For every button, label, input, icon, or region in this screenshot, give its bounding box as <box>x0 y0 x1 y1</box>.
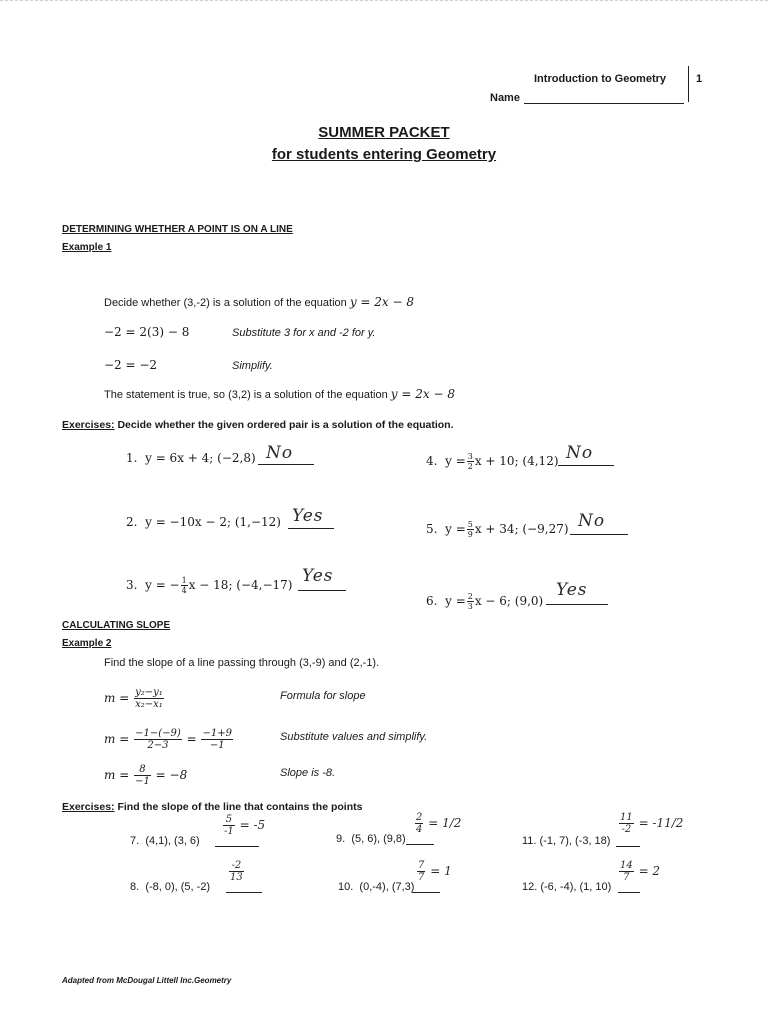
fraction-denominator: 4 <box>181 586 187 595</box>
handwritten-answer-2: Yes <box>292 506 324 526</box>
exercises1-text: Decide whether the given ordered pair is a solution of the equation. <box>114 419 454 431</box>
exercise-number: 11. <box>522 835 537 847</box>
answer-line-4[interactable] <box>558 465 614 466</box>
exercises2-text: Find the slope of the line that contains the points <box>114 801 363 813</box>
title-line-2: for students entering Geometry <box>271 146 497 163</box>
handwritten-fraction <box>415 812 423 835</box>
example1-conclusion-text: The statement is true, so (3,2) is a solution of the equation <box>104 389 388 401</box>
example1-label: Example 1 <box>62 242 112 253</box>
fraction-denominator: 7 <box>418 872 425 883</box>
section2-heading: CALCULATING SLOPE <box>62 620 171 631</box>
handwritten-answer-4: No <box>566 443 594 463</box>
fraction-denominator: −1 <box>135 776 150 787</box>
example1-step2-math: −2 = −2 <box>104 358 158 372</box>
name-field-line[interactable] <box>524 103 684 104</box>
fraction <box>467 520 474 539</box>
answer-line-6[interactable] <box>546 604 608 605</box>
fraction-numerator: -2 <box>229 860 244 872</box>
handwritten-answer-9 <box>414 812 461 835</box>
exercise-number: 5. <box>426 522 438 536</box>
handwritten-result: = 2 <box>638 864 661 878</box>
exercise-equation-rhs: x + 10; (4,12) <box>474 454 559 468</box>
example1-conclusion <box>104 387 455 401</box>
fraction <box>181 576 188 595</box>
answer-line-2[interactable] <box>288 528 334 529</box>
fraction-denominator: 7 <box>623 872 630 883</box>
example1-prompt <box>104 295 414 309</box>
handwritten-fraction <box>619 860 634 883</box>
example1-step2-note: Simplify. <box>232 360 273 372</box>
fraction-denominator: 9 <box>467 530 473 539</box>
fraction-numerator: y₂−y₁ <box>135 687 163 698</box>
exercise-number: 8. <box>130 881 140 893</box>
exercise-equation-lhs: y = <box>445 594 466 608</box>
slope-step-1-note: Formula for slope <box>280 690 366 702</box>
exercise-equation-rhs: x + 34; (−9,27) <box>474 522 569 536</box>
exercises1-label: Exercises: <box>62 419 115 431</box>
handwritten-fraction <box>223 814 235 837</box>
exercise-7 <box>130 835 200 847</box>
substitution-fraction <box>134 728 182 751</box>
exercise-number: 7. <box>130 835 140 847</box>
fraction-denominator: −1 <box>209 740 225 751</box>
exercise-number: 1. <box>126 451 138 465</box>
slope-lhs: m = <box>104 691 130 705</box>
answer-line-5[interactable] <box>570 534 628 535</box>
slope-formula-fraction <box>134 687 164 710</box>
scan-edge-line <box>0 0 768 1</box>
exercise-equation-rhs: x − 18; (−4,−17) <box>188 578 293 592</box>
fraction-numerator: 7 <box>418 860 425 871</box>
exercise-equation-lhs: y = − <box>145 578 180 592</box>
exercise-5 <box>426 520 569 539</box>
handwritten-answer-7 <box>222 814 265 837</box>
slope-step-2 <box>104 728 234 751</box>
fraction-numerator: 2 <box>416 812 423 823</box>
answer-line-9[interactable] <box>406 844 434 845</box>
handwritten-answer-1: No <box>266 443 294 463</box>
slope-step-3 <box>104 764 187 787</box>
fraction-numerator: 5 <box>223 814 235 826</box>
title-line-1: SUMMER PACKET <box>318 124 450 141</box>
example2-prompt: Find the slope of a line passing through (3,-9) and (2,-1). <box>104 657 380 669</box>
handwritten-answer-3: Yes <box>302 566 334 586</box>
fraction-denominator: 13 <box>230 872 243 883</box>
answer-line-12[interactable] <box>618 892 640 893</box>
handwritten-answer-5: No <box>578 511 606 531</box>
handwritten-result: = -11/2 <box>638 816 684 830</box>
simplified-fraction <box>201 728 232 751</box>
exercise-equation: y = 6x + 4; (−2,8) <box>145 451 256 465</box>
exercise-points: (-1, 7), (-3, 18) <box>539 835 611 847</box>
fraction-denominator: x₂−x₁ <box>135 699 163 710</box>
answer-line-11[interactable] <box>616 846 640 847</box>
exercise-10 <box>338 881 414 893</box>
slope-result: = −8 <box>155 768 188 782</box>
exercise-points: (4,1), (3, 6) <box>145 835 200 847</box>
result-fraction <box>134 764 151 787</box>
exercises2-label: Exercises: <box>62 801 115 813</box>
handwritten-answer-10 <box>416 860 452 883</box>
exercise-equation-lhs: y = <box>445 454 466 468</box>
footer-credit: Adapted from McDougal Littell Inc.Geometry <box>62 976 232 985</box>
exercise-number: 10. <box>338 881 354 893</box>
handwritten-result: = 1 <box>430 864 452 878</box>
fraction-denominator: -2 <box>621 824 632 835</box>
fraction-numerator: 11 <box>620 812 633 823</box>
fraction-numerator: −1−(−9) <box>135 728 181 739</box>
answer-line-7[interactable] <box>215 846 259 847</box>
exercise-2 <box>126 515 281 529</box>
fraction <box>467 452 474 471</box>
slope-step-2-note: Substitute values and simplify. <box>280 731 428 743</box>
exercise-3 <box>126 576 293 595</box>
header-divider <box>688 66 689 102</box>
slope-step-1 <box>104 687 165 710</box>
fraction-denominator: 4 <box>416 824 423 835</box>
slope-step-3-note: Slope is -8. <box>280 767 336 779</box>
fraction-denominator: 3 <box>467 602 473 611</box>
answer-line-1[interactable] <box>258 464 314 465</box>
exercise-number: 4. <box>426 454 438 468</box>
handwritten-answer-8 <box>228 860 245 883</box>
exercise-number: 2. <box>126 515 138 529</box>
handwritten-fraction <box>619 812 634 835</box>
equals-sign: = <box>186 732 197 746</box>
slope-lhs: m = <box>104 768 130 782</box>
exercise-6 <box>426 592 543 611</box>
fraction-numerator: 14 <box>620 860 633 871</box>
exercise-equation-lhs: y = <box>445 522 466 536</box>
fraction-numerator: 1 <box>181 576 187 585</box>
exercise-number: 12. <box>522 881 538 893</box>
handwritten-answer-11 <box>618 812 683 835</box>
exercise-4 <box>426 452 559 471</box>
answer-line-10[interactable] <box>412 892 440 893</box>
page-number: 1 <box>696 73 703 85</box>
exercise-12 <box>522 881 611 893</box>
exercises1-instructions <box>62 419 454 431</box>
exercise-8 <box>130 881 210 893</box>
fraction-numerator: 3 <box>467 452 473 461</box>
fraction <box>467 592 474 611</box>
fraction-denominator: 2 <box>467 462 473 471</box>
example1-equation: y = 2x − 8 <box>349 295 415 309</box>
fraction-numerator: −1+9 <box>202 728 232 739</box>
exercise-number: 6. <box>426 594 438 608</box>
handwritten-fraction <box>417 860 425 883</box>
exercise-number: 3. <box>126 578 138 592</box>
exercise-11 <box>522 835 610 847</box>
slope-lhs: m = <box>104 732 130 746</box>
answer-line-8[interactable] <box>226 892 262 893</box>
exercise-9 <box>336 833 406 845</box>
handwritten-answer-6: Yes <box>556 580 588 600</box>
exercise-points: (-6, -4), (1, 10) <box>540 881 612 893</box>
handwritten-result: = 1/2 <box>428 816 462 830</box>
example1-prompt-text: Decide whether (3,-2) is a solution of the equation <box>104 297 347 309</box>
fraction-numerator: 5 <box>467 520 473 529</box>
example1-step1-math: −2 = 2(3) − 8 <box>104 325 190 339</box>
exercise-number: 9. <box>336 833 346 845</box>
course-title: Introduction to Geometry <box>534 73 666 85</box>
exercise-points: (-8, 0), (5, -2) <box>145 881 211 893</box>
example2-label: Example 2 <box>62 638 112 649</box>
name-label: Name <box>490 92 520 104</box>
fraction-denominator: -1 <box>224 826 234 837</box>
exercise-equation-rhs: x − 6; (9,0) <box>474 594 544 608</box>
handwritten-answer-12 <box>618 860 660 883</box>
exercise-points: (0,-4), (7,3) <box>359 881 415 893</box>
answer-line-3[interactable] <box>298 590 346 591</box>
section1-heading: DETERMINING WHETHER A POINT IS ON A LINE <box>62 224 293 235</box>
handwritten-fraction <box>229 860 244 883</box>
fraction-numerator: 2 <box>467 592 473 601</box>
example1-conclusion-equation: y = 2x − 8 <box>390 387 455 401</box>
exercise-equation: y = −10x − 2; (1,−12) <box>145 515 281 529</box>
exercise-points: (5, 6), (9,8) <box>351 833 406 845</box>
exercise-1 <box>126 451 256 465</box>
exercises2-instructions <box>62 801 362 813</box>
fraction-numerator: 8 <box>134 764 151 776</box>
handwritten-result: = -5 <box>239 818 266 832</box>
fraction-denominator: 2−3 <box>147 740 169 751</box>
example1-step1-note: Substitute 3 for x and -2 for y. <box>232 327 376 339</box>
